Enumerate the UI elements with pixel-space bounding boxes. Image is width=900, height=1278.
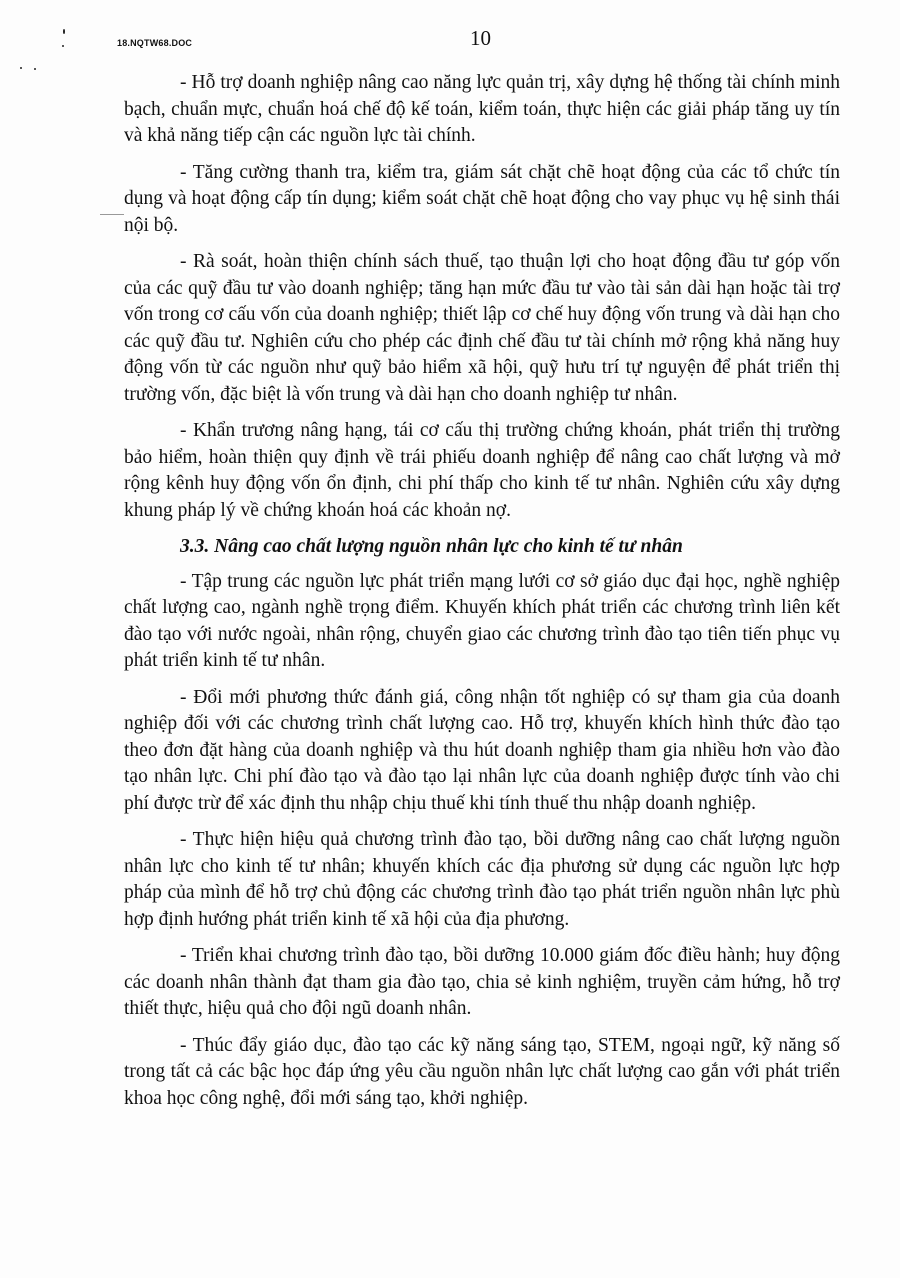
scan-speck <box>62 45 64 47</box>
paragraph: - Hỗ trợ doanh nghiệp nâng cao năng lực quản trị, xây dựng hệ thống tài chính minh bạch, chuẩn mực, chuẩn hoá chế độ kế toán, kiểm toán, thực hiện các giải pháp tăng uy tín và khả năng tiếp cận các nguồn lực tài chính. <box>124 72 840 146</box>
paragraph: - Đổi mới phương thức đánh giá, công nhận tốt nghiệp có sự tham gia của doanh nghiệp đối với các chương trình chất lượng cao. Hỗ trợ, khuyến khích hình thức đào tạo theo đơn đặt hàng của doanh nghiệp và thu hút doanh nghiệp tham gia nhiều hơn vào đào tạo nhân lực. Chi phí đào tạo và đào tạo lại nhân lực của doanh nghiệp được tính vào chi phí được trừ để xác định thu nhập chịu thuế khi tính thuế thu nhập doanh nghiệp. <box>124 686 840 814</box>
page-number: 10 <box>470 26 491 50</box>
paragraph: - Khẩn trương nâng hạng, tái cơ cấu thị trường chứng khoán, phát triển thị trường bảo hiểm, hoàn thiện quy định về trái phiếu doanh nghiệp để nâng cao chất lượng và mở rộng kênh huy động vốn ổn định, chi phí thấp cho kinh tế tư nhân. Nghiên cứu xây dựng khung pháp lý về chứng khoán hoá các khoản nợ. <box>124 420 840 521</box>
paragraph: - Thực hiện hiệu quả chương trình đào tạo, bồi dưỡng nâng cao chất lượng nguồn nhân lực cho kinh tế tư nhân; khuyến khích các địa phương sử dụng các nguồn lực hợp pháp của mình để hỗ trợ chủ động các chương trình đào tạo phát triển nguồn nhân lực phù hợp định hướng phát triển kinh tế xã hội của địa phương. <box>124 829 840 930</box>
paragraph: - Tăng cường thanh tra, kiểm tra, giám sát chặt chẽ hoạt động của các tổ chức tín dụng và hoạt động cấp tín dụng; kiểm soát chặt chẽ hoạt động cho vay phục vụ hệ sinh thái nội bộ. <box>124 161 840 236</box>
paragraph: - Rà soát, hoàn thiện chính sách thuế, tạo thuận lợi cho hoạt động đầu tư góp vốn của các quỹ đầu tư vào doanh nghiệp; tăng hạn mức đầu tư vào tài sản dài hạn hoặc tài trợ vốn trong cơ cấu vốn của doanh nghiệp; thiết lập cơ chế huy động vốn trung và dài hạn cho các quỹ đầu tư. Nghiên cứu cho phép các định chế đầu tư tài chính mở rộng khả năng huy động vốn từ các nguồn như quỹ bảo hiểm xã hội, quỹ hưu trí tự nguyện để phát triển thị trường vốn, đặc biệt là vốn trung và dài hạn cho doanh nghiệp tư nhân. <box>124 251 840 405</box>
scan-speck <box>34 68 36 70</box>
paragraph: - Triển khai chương trình đào tạo, bồi dưỡng 10.000 giám đốc điều hành; huy động các doanh nhân thành đạt tham gia đào tạo, chia sẻ kinh nghiệm, truyền cảm hứng, hỗ trợ thiết thực, hiệu quả cho đội ngũ doanh nhân. <box>124 945 840 1019</box>
scan-speck <box>63 29 65 34</box>
scan-artifact-line <box>100 214 124 215</box>
paragraph: - Tập trung các nguồn lực phát triển mạng lưới cơ sở giáo dục đại học, nghề nghiệp chất lượng cao, ngành nghề trọng điểm. Khuyến khích phát triển các chương trình liên kết đào tạo với nước ngoài, nhân rộng, chuyển giao các chương trình đào tạo tiên tiến phục vụ phát triển kinh tế tư nhân. <box>124 570 840 671</box>
paragraph: - Thúc đẩy giáo dục, đào tạo các kỹ năng sáng tạo, STEM, ngoại ngữ, kỹ năng số trong tất cả các bậc học đáp ứng yêu cầu nguồn nhân lực chất lượng cao gắn với phát triển khoa học công nghệ, đổi mới sáng tạo, khởi nghiệp. <box>124 1034 840 1109</box>
section-heading: 3.3. Nâng cao chất lượng nguồn nhân lực cho kinh tế tư nhân <box>180 536 683 557</box>
scan-speck <box>20 67 22 69</box>
document-body <box>124 70 840 1122</box>
document-code: 18.NQTW68.DOC <box>117 38 193 48</box>
